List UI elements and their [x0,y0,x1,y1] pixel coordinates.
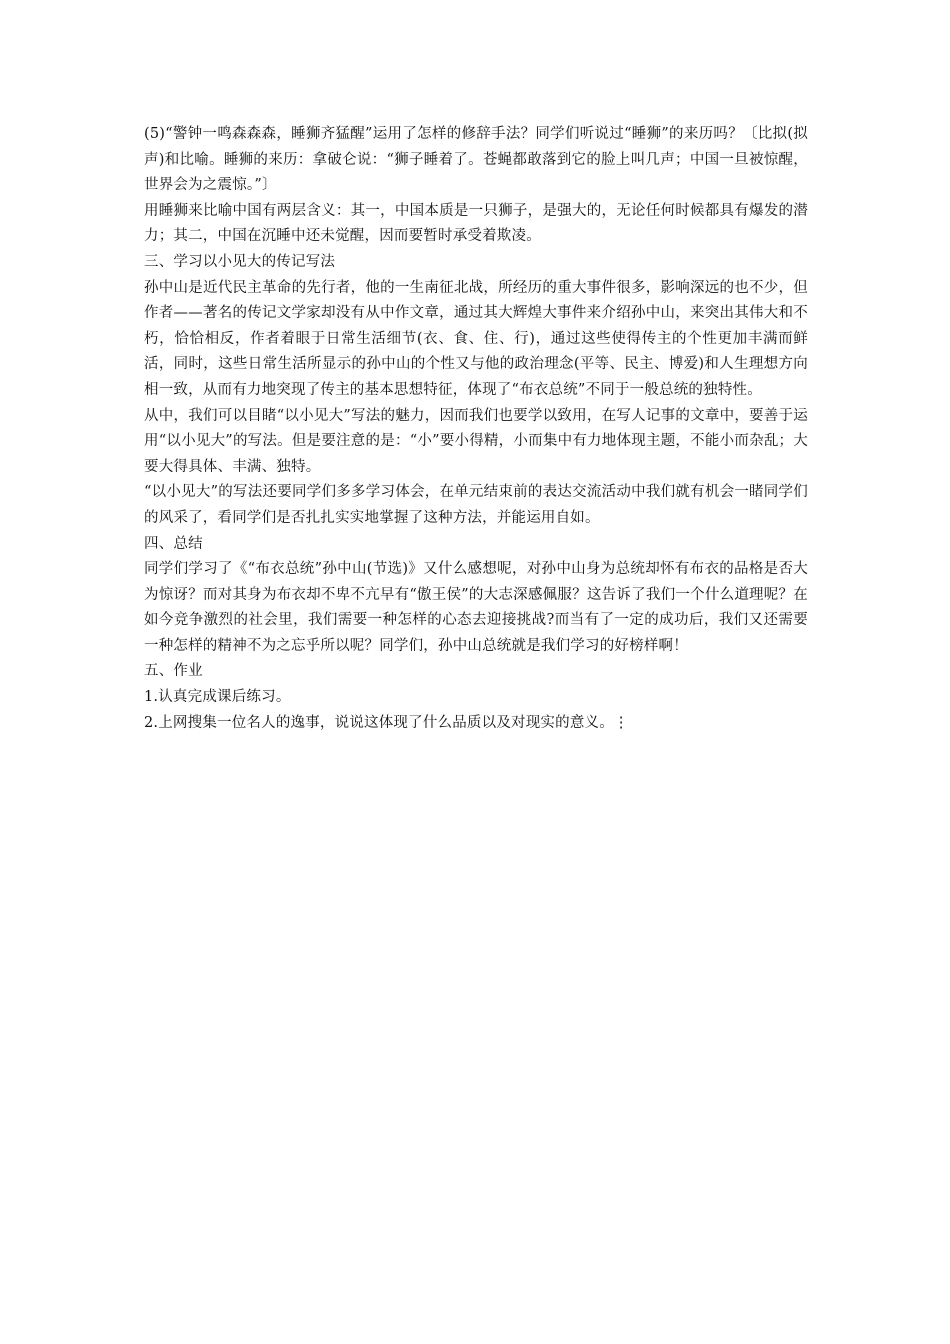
section-heading-5: 五、作业 [144,663,203,680]
homework-item-1: 1.认真完成课后练习。 [144,689,291,706]
paragraph-apply-method: 从中，我们可以目睹“以小见大”写法的魅力，因而我们也要学以致用，在写人记事的文章中，要善于运用“以小见大”的写法。但是要注意的是：“小”要小得精，小而集中有力地体现主题，不能小而杂乱；大要大得具体、丰满、独特。 [144,407,808,475]
paragraph-sleeping-lion-meaning: 用睡狮来比喻中国有两层含义：其一，中国本质是一只狮子，是强大的，无论任何时候都具有爆发的潜力；其二，中国在沉睡中还未觉醒，因而要暂时承受着欺凌。 [144,202,808,245]
section-heading-3: 三、学习以小见大的传记写法 [144,253,336,270]
paragraph-summary: 同学们学习了《“布衣总统”孙中山(节选)》又什么感想呢，对孙中山身为总统却怀有布衣的品格是否大为惊讶？而对其身为布衣却不卑不亢早有“傲王侯”的大志深感佩服？这告诉了我们一个什么道理呢？在如今竞争激烈的社会里，我们需要一种怎样的心态去迎接挑战?而当有了一定的成功后，我们又还需要一种怎样的精神不为之忘乎所以呢？同学们，孙中山总统就是我们学习的好榜样啊！ [144,561,808,654]
document-body [144,122,808,736]
paragraph-biography-method: 孙中山是近代民主革命的先行者，他的一生南征北战，所经历的重大事件很多，影响深远的也不少，但作者——著名的传记文学家却没有从中作文章，通过其大辉煌大事件来介绍孙中山，来突出其伟大和不朽，恰恰相反，作者着眼于日常生活细节(衣、食、住、行)，通过这些使得传主的个性更加丰满而鲜活，同时，这些日常生活所显示的孙中山的个性又与他的政治理念(平等、民主、博爱)和人生理想方向相一致，从而有力地突现了传主的基本思想特征，体现了“布衣总统”不同于一般总统的独特性。 [144,279,808,398]
section-heading-4: 四、总结 [144,535,203,552]
paragraph-practice: “以小见大”的写法还要同学们多多学习体会，在单元结束前的表达交流活动中我们就有机会一睹同学们的风采了，看同学们是否扎扎实实地掌握了这种方法，并能运用自如。 [144,484,808,526]
paragraph-rhetoric-question: (5)“警钟一鸣森森森，睡狮齐猛醒”运用了怎样的修辞手法？同学们听说过“睡狮”的来历吗？〔比拟(拟声)和比喻。睡狮的来历：拿破仑说：“狮子睡着了。苍蝇都敢落到它的脸上叫几声；中国一旦被惊醒，世界会为之震惊。”〕 [144,126,808,194]
homework-item-2: 2.上网搜集一位名人的逸事，说说这体现了什么品质以及对现实的意义。⋮ [144,714,629,731]
